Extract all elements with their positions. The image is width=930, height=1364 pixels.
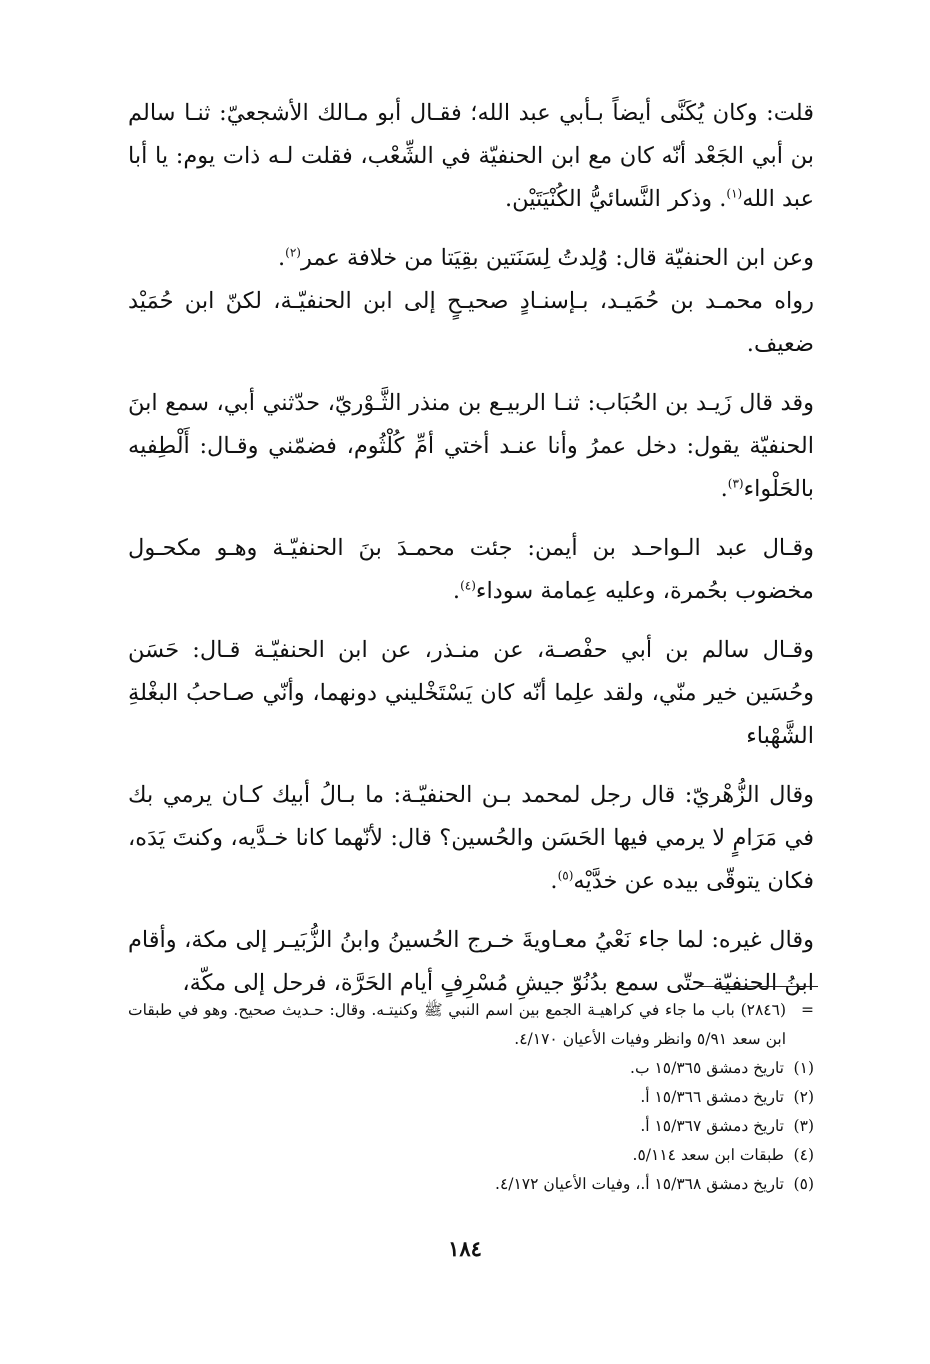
- footnote-ref: (٤): [460, 578, 476, 593]
- paragraph: [128, 237, 814, 280]
- footnote-text: طبقات ابن سعد ٥/١١٤.: [632, 1146, 784, 1164]
- paragraph: [128, 629, 814, 758]
- footnote-ref: (٢): [285, 245, 301, 260]
- paragraph-text: .: [550, 868, 558, 894]
- footnote-number: (٤): [793, 1146, 814, 1164]
- paragraph-text: وقال الزُّهْريّ: قال رجل لمحمد بـن الحنفيّـة: ما بـالُ أبيك كـان يرمي بك في مَرَامٍ لا يرمي فيها الحَسَن والحُسين؟ قال: لأنّهما كانا خـدَّيه، وكنتَ يَدَه، فكان يتوقّى بيده عن خدَّيْه: [128, 782, 814, 894]
- footnote-separator: [698, 986, 818, 987]
- paragraph: [128, 280, 814, 366]
- footnote-text: تاريخ دمشق ١٥/٣٦٧ أ.: [640, 1117, 784, 1135]
- continuation-marker: =: [801, 1001, 814, 1019]
- footnote-item: [128, 1141, 814, 1170]
- footnote-number: (١): [793, 1059, 814, 1077]
- footnote-ref: (٣): [727, 476, 744, 491]
- page-number: ١٨٤: [448, 1236, 482, 1261]
- footnote-number: (٢): [793, 1088, 814, 1106]
- footnote-item: [128, 1112, 814, 1141]
- paragraph: [128, 527, 814, 613]
- paragraph: [128, 382, 814, 511]
- paragraph: [128, 919, 814, 1005]
- paragraph-text: رواه محمـد بن حُمَيـد، بـإسنـادٍ صحيـحٍ إلى ابن الحنفيّـة، لكنّ ابن حُمَيْد ضعيف.: [128, 288, 814, 357]
- footnote-item: [128, 1170, 814, 1199]
- paragraph-text: قلت: وكان يُكَنَّى أيضاً بـأبي عبد الله؛ فقـال أبو مـالك الأشجعيّ: ثنـا سالم بن أبي الجَعْد أنّه كان مع ابن الحنفيّة في الشِّعْب، فقلت لـه ذات يوم: يا أبا عبد الله: [128, 100, 814, 212]
- footnote-item: [128, 1083, 814, 1112]
- footnotes: [128, 996, 814, 1199]
- paragraph-text: وعن ابن الحنفيّة قال: وُلِدتُ لِسَنَتين بقِيَتا من خلافة عمر: [300, 245, 814, 271]
- paragraph-text: .: [277, 245, 286, 271]
- paragraph: [128, 774, 814, 903]
- footnote-text: تاريخ دمشق ١٥/٣٦٥ ب.: [630, 1059, 784, 1077]
- paragraph-text: .: [452, 578, 461, 604]
- footnote-ref: (٥): [557, 868, 574, 883]
- paragraph: [128, 92, 814, 221]
- footnote-text: تاريخ دمشق ١٥/٣٦٨ أ.، وفيات الأعيان ٤/١٧٢.: [495, 1175, 784, 1193]
- body-text: [128, 92, 814, 1021]
- paragraph-text: وقال غيره: لما جاء نَعْيُ معـاويةَ خـرج الحُسينُ وابنُ الزُّبَيـر إلى مكة، وأقام ابنُ الحنفيّة حتّى سمع بدُنُوّ جيشِ مُسْرِفٍ أيام الحَرَّة، فرحل إلى مكّة،: [128, 927, 814, 996]
- paragraph-text: . وذكر النَّسائيُّ الكُنْيَتَيْن.: [504, 186, 727, 212]
- paragraph-text: .: [720, 476, 728, 502]
- footnote-text: تاريخ دمشق ١٥/٣٦٦ أ.: [640, 1088, 784, 1106]
- footnote-continuation: [128, 996, 814, 1054]
- footnote-list: [128, 1054, 814, 1199]
- continuation-text: (٢٨٤٦) باب ما جاء في كراهيـة الجمع بين اسم النبي ﷺ وكنيتـه. وقال: حـديث صحيح. وهو في طبقات ابن سعد ٥/٩١ وانظر وفيات الأعيان ٤/١٧٠.: [128, 1001, 786, 1048]
- footnote-number: (٥): [793, 1175, 814, 1193]
- paragraph-text: وقد قال زَيـد بن الحُبَاب: ثنـا الربيـع بن منذر الثَّـوْريّ، حدّثني أبي، سمع ابنَ الحنفيّة يقول: دخل عمرُ وأنا عنـد أختي أمِّ كُلْثُوم، فضمّني وقـال: أَلْطِفيه بالحَلْواء: [128, 390, 814, 502]
- footnote-ref: (١): [726, 186, 743, 201]
- footnote-number: (٣): [793, 1117, 814, 1135]
- paragraph-text: وقـال عبد الـواحـد بن أيمن: جئت محمـدَ بنَ الحنفيّـة وهـو مكحـول مخضوب بحُمرة، وعليه عِمامة سوداء: [128, 535, 814, 604]
- paragraph-text: وقـال سالم بن أبي حفْصـة، عن منـذر، عن ابن الحنفيّـة قـال: حَسَن وحُسَين خير منّي، ولقد علِما أنّه كان يَسْتَخْليني دونهما، وأنّي صـاحبُ البغْلةِ الشَّهْباء: [128, 637, 814, 749]
- footnote-item: [128, 1054, 814, 1083]
